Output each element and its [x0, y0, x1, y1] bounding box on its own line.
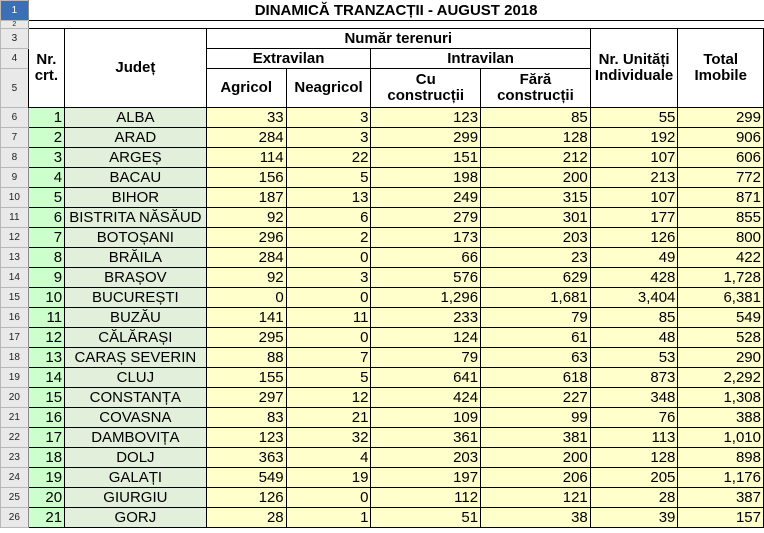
cu-constructii-cell[interactable]: 123: [371, 108, 481, 128]
unitati-cell[interactable]: 28: [590, 488, 678, 508]
fara-constructii-cell[interactable]: 121: [481, 488, 591, 508]
unitati-cell[interactable]: 128: [590, 448, 678, 468]
row-header[interactable]: 9: [1, 168, 29, 188]
judet-cell[interactable]: CONSTANȚA: [65, 388, 207, 408]
agricol-cell[interactable]: 92: [206, 268, 286, 288]
header-cu-constructii[interactable]: Cu construcții: [371, 69, 481, 108]
spacer-row: [1, 21, 764, 29]
agricol-cell[interactable]: 284: [206, 128, 286, 148]
agricol-cell[interactable]: 141: [206, 308, 286, 328]
nr-cell[interactable]: 1: [28, 108, 64, 128]
fara-constructii-cell[interactable]: 63: [481, 348, 591, 368]
nr-cell[interactable]: 20: [28, 488, 64, 508]
total-cell[interactable]: 1,728: [678, 268, 764, 288]
judet-cell[interactable]: BUZĂU: [65, 308, 207, 328]
agricol-cell[interactable]: 187: [206, 188, 286, 208]
nr-cell[interactable]: 19: [28, 468, 64, 488]
row-header-4[interactable]: 4: [1, 49, 29, 69]
fara-constructii-cell[interactable]: 315: [481, 188, 591, 208]
agricol-cell[interactable]: 126: [206, 488, 286, 508]
header-neagricol[interactable]: Neagricol: [286, 69, 371, 108]
total-cell[interactable]: 387: [678, 488, 764, 508]
agricol-cell[interactable]: 33: [206, 108, 286, 128]
neagricol-cell[interactable]: 21: [286, 408, 371, 428]
neagricol-cell[interactable]: 7: [286, 348, 371, 368]
nr-cell[interactable]: 21: [28, 508, 64, 528]
agricol-cell[interactable]: 296: [206, 228, 286, 248]
neagricol-cell[interactable]: 4: [286, 448, 371, 468]
neagricol-cell[interactable]: 3: [286, 268, 371, 288]
neagricol-cell[interactable]: 11: [286, 308, 371, 328]
table-row: [1, 388, 764, 408]
total-cell[interactable]: 2,292: [678, 368, 764, 388]
agricol-cell[interactable]: 297: [206, 388, 286, 408]
table-row: [1, 228, 764, 248]
table-row: [1, 468, 764, 488]
neagricol-cell[interactable]: 0: [286, 288, 371, 308]
cu-constructii-cell[interactable]: 66: [371, 248, 481, 268]
total-cell[interactable]: 157: [678, 508, 764, 528]
table-row: [1, 348, 764, 368]
cu-constructii-cell[interactable]: 109: [371, 408, 481, 428]
sheet-title[interactable]: DINAMICĂ TRANZACȚII - AUGUST 2018: [28, 1, 763, 21]
unitati-cell[interactable]: 107: [590, 188, 678, 208]
agricol-cell[interactable]: 123: [206, 428, 286, 448]
table-row: [1, 368, 764, 388]
neagricol-cell[interactable]: 32: [286, 428, 371, 448]
table-row: [1, 428, 764, 448]
unitati-cell[interactable]: 107: [590, 148, 678, 168]
fara-constructii-cell[interactable]: 381: [481, 428, 591, 448]
neagricol-cell[interactable]: 5: [286, 168, 371, 188]
cu-constructii-cell[interactable]: 424: [371, 388, 481, 408]
nr-cell[interactable]: 11: [28, 308, 64, 328]
table-row: [1, 148, 764, 168]
judet-cell[interactable]: ARGEȘ: [65, 148, 207, 168]
row-header[interactable]: 6: [1, 108, 29, 128]
judet-cell[interactable]: DOLJ: [65, 448, 207, 468]
cu-constructii-cell[interactable]: 173: [371, 228, 481, 248]
row-header[interactable]: 18: [1, 348, 29, 368]
total-cell[interactable]: 6,381: [678, 288, 764, 308]
table-row: [1, 188, 764, 208]
total-cell[interactable]: 606: [678, 148, 764, 168]
neagricol-cell[interactable]: 2: [286, 228, 371, 248]
table-row: [1, 248, 764, 268]
cu-constructii-cell[interactable]: 279: [371, 208, 481, 228]
fara-constructii-cell[interactable]: 38: [481, 508, 591, 528]
total-cell[interactable]: 800: [678, 228, 764, 248]
fara-constructii-cell[interactable]: 128: [481, 128, 591, 148]
neagricol-cell[interactable]: 19: [286, 468, 371, 488]
neagricol-cell[interactable]: 0: [286, 248, 371, 268]
judet-cell[interactable]: COVASNA: [65, 408, 207, 428]
row-header[interactable]: 11: [1, 208, 29, 228]
row-header[interactable]: 14: [1, 268, 29, 288]
judet-cell[interactable]: BACAU: [65, 168, 207, 188]
neagricol-cell[interactable]: 12: [286, 388, 371, 408]
cu-constructii-cell[interactable]: 233: [371, 308, 481, 328]
neagricol-cell[interactable]: 3: [286, 108, 371, 128]
cu-constructii-cell[interactable]: 51: [371, 508, 481, 528]
total-cell[interactable]: 299: [678, 108, 764, 128]
row-header[interactable]: 19: [1, 368, 29, 388]
fara-constructii-cell[interactable]: 85: [481, 108, 591, 128]
total-cell[interactable]: 422: [678, 248, 764, 268]
neagricol-cell[interactable]: 22: [286, 148, 371, 168]
row-header[interactable]: 16: [1, 308, 29, 328]
fara-constructii-cell[interactable]: 61: [481, 328, 591, 348]
row-header[interactable]: 10: [1, 188, 29, 208]
total-cell[interactable]: 549: [678, 308, 764, 328]
fara-constructii-cell[interactable]: 227: [481, 388, 591, 408]
nr-cell[interactable]: 3: [28, 148, 64, 168]
header-row-3: [1, 29, 764, 49]
row-header[interactable]: 12: [1, 228, 29, 248]
judet-cell[interactable]: CĂLĂRAȘI: [65, 328, 207, 348]
row-header-5[interactable]: 5: [1, 69, 29, 108]
cu-constructii-cell[interactable]: 361: [371, 428, 481, 448]
total-cell[interactable]: 898: [678, 448, 764, 468]
unitati-cell[interactable]: 48: [590, 328, 678, 348]
judet-cell[interactable]: ARAD: [65, 128, 207, 148]
judet-cell[interactable]: GALAȚI: [65, 468, 207, 488]
neagricol-cell[interactable]: 3: [286, 128, 371, 148]
nr-cell[interactable]: 17: [28, 428, 64, 448]
header-agricol[interactable]: Agricol: [206, 69, 286, 108]
nr-cell[interactable]: 6: [28, 208, 64, 228]
fara-constructii-cell[interactable]: 301: [481, 208, 591, 228]
nr-cell[interactable]: 12: [28, 328, 64, 348]
neagricol-cell[interactable]: 1: [286, 508, 371, 528]
unitati-cell[interactable]: 53: [590, 348, 678, 368]
unitati-cell[interactable]: 55: [590, 108, 678, 128]
unitati-cell[interactable]: 49: [590, 248, 678, 268]
judet-cell[interactable]: CLUJ: [65, 368, 207, 388]
unitati-cell[interactable]: 213: [590, 168, 678, 188]
unitati-cell[interactable]: 873: [590, 368, 678, 388]
agricol-cell[interactable]: 155: [206, 368, 286, 388]
unitati-cell[interactable]: 39: [590, 508, 678, 528]
judet-cell[interactable]: BUCUREȘTI: [65, 288, 207, 308]
agricol-cell[interactable]: 28: [206, 508, 286, 528]
fara-constructii-cell[interactable]: 1,681: [481, 288, 591, 308]
unitati-cell[interactable]: 348: [590, 388, 678, 408]
nr-cell[interactable]: 5: [28, 188, 64, 208]
cu-constructii-cell[interactable]: 249: [371, 188, 481, 208]
agricol-cell[interactable]: 92: [206, 208, 286, 228]
nr-cell[interactable]: 4: [28, 168, 64, 188]
cu-constructii-cell[interactable]: 198: [371, 168, 481, 188]
fara-constructii-cell[interactable]: 618: [481, 368, 591, 388]
cu-constructii-cell[interactable]: 124: [371, 328, 481, 348]
row-header-1[interactable]: 1: [1, 1, 29, 21]
neagricol-cell[interactable]: 13: [286, 188, 371, 208]
header-judet[interactable]: Județ: [65, 29, 207, 108]
fara-constructii-cell[interactable]: 629: [481, 268, 591, 288]
nr-cell[interactable]: 18: [28, 448, 64, 468]
total-cell[interactable]: 388: [678, 408, 764, 428]
nr-cell[interactable]: 15: [28, 388, 64, 408]
row-header[interactable]: 8: [1, 148, 29, 168]
nr-cell[interactable]: 7: [28, 228, 64, 248]
unitati-cell[interactable]: 428: [590, 268, 678, 288]
judet-cell[interactable]: DAMBOVIȚA: [65, 428, 207, 448]
total-cell[interactable]: 528: [678, 328, 764, 348]
header-nr-crt[interactable]: Nr. crt.: [28, 29, 64, 108]
unitati-cell[interactable]: 205: [590, 468, 678, 488]
judet-cell[interactable]: BOTOȘANI: [65, 228, 207, 248]
cu-constructii-cell[interactable]: 641: [371, 368, 481, 388]
cu-constructii-cell[interactable]: 203: [371, 448, 481, 468]
fara-constructii-cell[interactable]: 200: [481, 168, 591, 188]
cu-constructii-cell[interactable]: 299: [371, 128, 481, 148]
agricol-cell[interactable]: 284: [206, 248, 286, 268]
total-cell[interactable]: 290: [678, 348, 764, 368]
header-extravilan[interactable]: Extravilan: [206, 49, 371, 69]
row-header[interactable]: 22: [1, 428, 29, 448]
cu-constructii-cell[interactable]: 151: [371, 148, 481, 168]
judet-cell[interactable]: CARAȘ SEVERIN: [65, 348, 207, 368]
unitati-cell[interactable]: 3,404: [590, 288, 678, 308]
header-numar-terenuri[interactable]: Număr terenuri: [206, 29, 590, 49]
table-row: [1, 288, 764, 308]
total-cell[interactable]: 772: [678, 168, 764, 188]
table-row: [1, 268, 764, 288]
judet-cell[interactable]: ALBA: [65, 108, 207, 128]
table-row: [1, 488, 764, 508]
header-fara-constructii[interactable]: Fără construcții: [481, 69, 591, 108]
nr-cell[interactable]: 9: [28, 268, 64, 288]
header-intravilan[interactable]: Intravilan: [371, 49, 590, 69]
total-cell[interactable]: 906: [678, 128, 764, 148]
row-header[interactable]: 23: [1, 448, 29, 468]
total-cell[interactable]: 1,010: [678, 428, 764, 448]
agricol-cell[interactable]: 295: [206, 328, 286, 348]
nr-cell[interactable]: 2: [28, 128, 64, 148]
nr-cell[interactable]: 13: [28, 348, 64, 368]
unitati-cell[interactable]: 177: [590, 208, 678, 228]
unitati-cell[interactable]: 192: [590, 128, 678, 148]
row-header-3[interactable]: 3: [1, 29, 29, 49]
agricol-cell[interactable]: 363: [206, 448, 286, 468]
judet-cell[interactable]: BRAȘOV: [65, 268, 207, 288]
title-row: [1, 1, 764, 21]
row-header[interactable]: 7: [1, 128, 29, 148]
total-cell[interactable]: 1,176: [678, 468, 764, 488]
neagricol-cell[interactable]: 0: [286, 328, 371, 348]
judet-cell[interactable]: BRĂILA: [65, 248, 207, 268]
unitati-cell[interactable]: 113: [590, 428, 678, 448]
header-unitati-individuale[interactable]: Nr. Unități Individuale: [590, 29, 678, 108]
row-header[interactable]: 17: [1, 328, 29, 348]
row-header[interactable]: 24: [1, 468, 29, 488]
table-row: [1, 108, 764, 128]
row-header-2[interactable]: 2: [1, 21, 29, 29]
fara-constructii-cell[interactable]: 206: [481, 468, 591, 488]
nr-cell[interactable]: 14: [28, 368, 64, 388]
table-row: [1, 508, 764, 528]
agricol-cell[interactable]: 549: [206, 468, 286, 488]
fara-constructii-cell[interactable]: 79: [481, 308, 591, 328]
table-row: [1, 328, 764, 348]
row-header[interactable]: 25: [1, 488, 29, 508]
cu-constructii-cell[interactable]: 197: [371, 468, 481, 488]
judet-cell[interactable]: BIHOR: [65, 188, 207, 208]
cu-constructii-cell[interactable]: 79: [371, 348, 481, 368]
agricol-cell[interactable]: 114: [206, 148, 286, 168]
cu-constructii-cell[interactable]: 112: [371, 488, 481, 508]
agricol-cell[interactable]: 0: [206, 288, 286, 308]
total-cell[interactable]: 1,308: [678, 388, 764, 408]
row-header[interactable]: 20: [1, 388, 29, 408]
cu-constructii-cell[interactable]: 1,296: [371, 288, 481, 308]
total-cell[interactable]: 871: [678, 188, 764, 208]
total-cell[interactable]: 855: [678, 208, 764, 228]
neagricol-cell[interactable]: 5: [286, 368, 371, 388]
spacer-cell[interactable]: [28, 21, 763, 29]
header-total-imobile[interactable]: Total Imobile: [678, 29, 764, 108]
neagricol-cell[interactable]: 6: [286, 208, 371, 228]
fara-constructii-cell[interactable]: 203: [481, 228, 591, 248]
fara-constructii-cell[interactable]: 99: [481, 408, 591, 428]
agricol-cell[interactable]: 156: [206, 168, 286, 188]
row-header[interactable]: 13: [1, 248, 29, 268]
fara-constructii-cell[interactable]: 23: [481, 248, 591, 268]
row-header[interactable]: 15: [1, 288, 29, 308]
table-row: [1, 128, 764, 148]
cu-constructii-cell[interactable]: 576: [371, 268, 481, 288]
table-row: [1, 168, 764, 188]
agricol-cell[interactable]: 88: [206, 348, 286, 368]
judet-cell[interactable]: GIURGIU: [65, 488, 207, 508]
table-row: [1, 448, 764, 468]
fara-constructii-cell[interactable]: 200: [481, 448, 591, 468]
data-rows: [1, 108, 764, 528]
row-header[interactable]: 26: [1, 508, 29, 528]
table-row: [1, 208, 764, 228]
row-header[interactable]: 21: [1, 408, 29, 428]
judet-cell[interactable]: GORJ: [65, 508, 207, 528]
unitati-cell[interactable]: 126: [590, 228, 678, 248]
table-row: [1, 408, 764, 428]
unitati-cell[interactable]: 85: [590, 308, 678, 328]
nr-cell[interactable]: 8: [28, 248, 64, 268]
agricol-cell[interactable]: 83: [206, 408, 286, 428]
nr-cell[interactable]: 10: [28, 288, 64, 308]
unitati-cell[interactable]: 76: [590, 408, 678, 428]
fara-constructii-cell[interactable]: 212: [481, 148, 591, 168]
judet-cell[interactable]: BISTRITA NĂSĂUD: [65, 208, 207, 228]
neagricol-cell[interactable]: 0: [286, 488, 371, 508]
nr-cell[interactable]: 16: [28, 408, 64, 428]
table-row: [1, 308, 764, 328]
